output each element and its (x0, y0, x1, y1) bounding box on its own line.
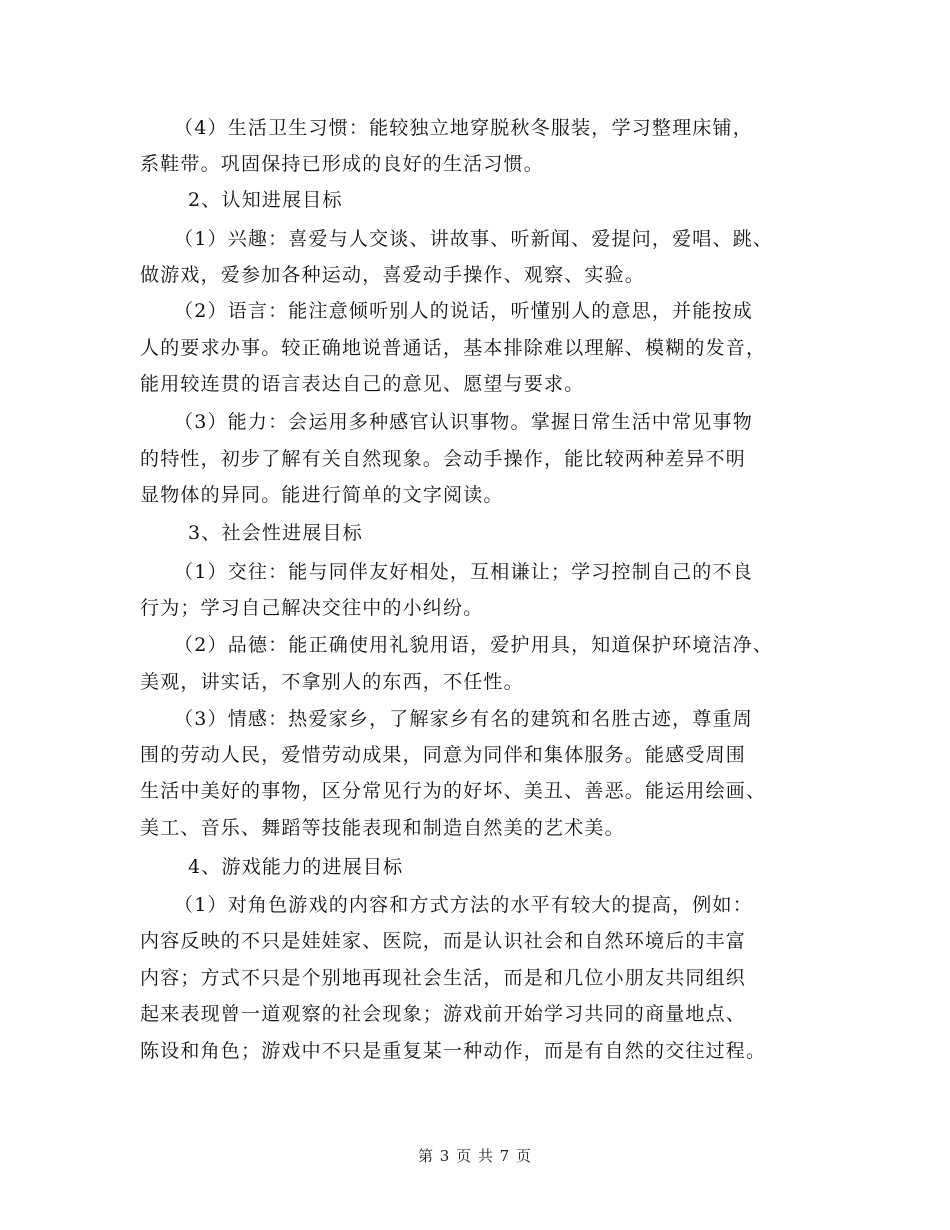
text-line: （1）交往：能与同伴友好相处，互相谦让；学习控制自己的不良 (174, 561, 753, 583)
text-line: 能用较连贯的语言表达自己的意见、愿望与要求。 (140, 373, 585, 395)
section-heading: 3、社会性进展目标 (188, 522, 363, 544)
text-line: 行为；学习自己解决交往中的小纠纷。 (140, 597, 484, 619)
text-line: （3）情感：热爱家乡，了解家乡有名的建筑和名胜古迹，尊重周 (174, 708, 753, 730)
text-line: （1）对角色游戏的内容和方式方法的水平有较大的提高，例如： (174, 894, 753, 916)
section-heading: 2、认知进展目标 (188, 189, 343, 211)
page-number-footer: 第 3 页 共 7 页 (418, 1147, 532, 1165)
text-line: （2）品德：能正确使用礼貌用语，爱护用具，知道保护环境洁净、 (174, 634, 774, 656)
text-line: 显物体的异同。能进行简单的文字阅读。 (140, 484, 504, 506)
text-line: 围的劳动人民，爱惜劳动成果，同意为同伴和集体服务。能感受周围 (140, 744, 747, 766)
text-line: 美工、音乐、舞蹈等技能表现和制造自然美的艺术美。 (140, 817, 625, 839)
text-line: 做游戏，爱参加各种运动，喜爱动手操作、观察、实验。 (140, 264, 646, 286)
text-line: （2）语言：能注意倾听别人的说话，听懂别人的意思，并能按成 (174, 300, 753, 322)
text-line: 起来表现曾一道观察的社会现象；游戏前开始学习共同的商量地点、 (140, 1003, 747, 1025)
text-line: （1）兴趣：喜爱与人交谈、讲故事、听新闻、爱提问，爱唱、跳、 (174, 228, 774, 250)
text-line: 美观，讲实话，不拿别人的东西，不任性。 (140, 671, 524, 693)
text-line: 的特性，初步了解有关自然现象。会动手操作，能比较两种差异不明 (140, 448, 747, 470)
text-line: 人的要求办事。较正确地说普通话，基本排除难以理解、模糊的发音， (140, 337, 767, 359)
text-line: （3）能力：会运用多种感官认识事物。掌握日常生活中常见事物 (174, 411, 753, 433)
text-line: 内容；方式不只是个别地再现社会生活，而是和几位小朋友共同组织 (140, 967, 747, 989)
text-line: （4）生活卫生习惯：能较独立地穿脱秋冬服装，学习整理床铺， (174, 117, 753, 139)
text-line: 系鞋带。巩固保持已形成的良好的生活习惯。 (140, 153, 545, 175)
text-line: 陈设和角色；游戏中不只是重复某一种动作，而是有自然的交往过程。 (140, 1040, 767, 1062)
section-heading: 4、游戏能力的进展目标 (188, 856, 404, 878)
text-line: 生活中美好的事物，区分常见行为的好坏、美丑、善恶。能运用绘画、 (140, 780, 767, 802)
text-line: 内容反映的不只是娃娃家、医院，而是认识社会和自然环境后的丰富 (140, 930, 747, 952)
